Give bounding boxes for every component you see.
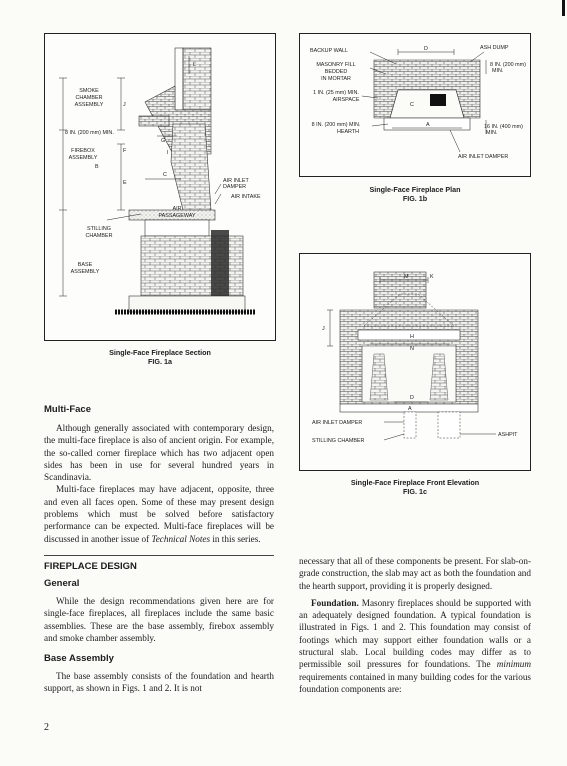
fig1b-label-min16-1: 16 IN. (400 mm) (484, 124, 523, 130)
fig1a-label-smoke-3: ASSEMBLY (74, 102, 104, 108)
fig1a-dim-J: J (123, 102, 126, 108)
right-text-column (299, 555, 531, 695)
foundation-paragraph (299, 597, 531, 695)
figure-1b-caption-number: FIG. 1b (402, 194, 428, 203)
base-assembly-paragraph: The base assembly consists of the foundation and hearth support, as shown in Figs. 1 and 2. It is not (44, 671, 274, 694)
multi-face-p2-text-a: Multi-face fireplaces may have adjacent, opposite, three and even all faces open. Some of these may present design problems which must be solved before satisfactory performance can be expected. Multi-face fireplaces will be discussed in another issue of (44, 484, 274, 544)
fig1b-label-masonry-2: BEDDED (324, 69, 348, 75)
fig1b-label-min8-2: MIN. (492, 68, 504, 74)
figure-1a-caption-title: Single-Face Fireplace Section (109, 348, 211, 357)
fig1c-dim-H: H (410, 334, 414, 340)
figure-1b-drawing (300, 34, 530, 176)
foundation-text-a: Masonry fireplaces should be supported with an adequately designed foundation. A typical foundation is illustrated in Figs. 1 and 2. This foundation may consist of footings which may support either foundation walls or a structural slab. Local building codes may differ as to permissible soil pressures for foundations. The (299, 597, 531, 670)
figure-1c-caption (299, 478, 531, 496)
foundation-run-in-heading: Foundation. (311, 597, 359, 608)
figure-1c-frame (299, 253, 531, 471)
general-body (44, 595, 274, 644)
fig1a-label-stilling-2: CHAMBER (85, 233, 113, 239)
figure-1c-caption-title: Single-Face Fireplace Front Elevation (350, 478, 480, 487)
fig1a-label-air-passage-1: AIR (172, 206, 182, 212)
fig1a-dim-L: L (193, 62, 196, 68)
page-number: 2 (44, 722, 49, 733)
fig1c-label-ashpit: ASHPIT (498, 432, 518, 438)
fig1a-label-min8: 8 IN. (200 mm) MIN. (65, 130, 114, 136)
section-divider (44, 555, 274, 556)
fig1c-dim-M: M (404, 274, 409, 280)
heading-general: General (44, 577, 80, 589)
multi-face-paragraph-1: Although generally associated with contemporary design, the multi-face fireplace is also of ancient origin. For example, the so-called corner fireplace which has two adjacent open sides has been in use for several hundred years in Scandinavia. (44, 423, 274, 483)
fig1c-dim-D: D (410, 395, 414, 401)
fig1c-dim-K: K (430, 274, 434, 280)
fig1b-label-ash-dump: ASH DUMP (480, 45, 509, 51)
fig1a-label-stilling-1: STILLING (87, 226, 111, 232)
multi-face-body (44, 422, 274, 545)
fig1a-dim-C: C (163, 172, 167, 178)
fig1c-dim-A: A (408, 406, 412, 412)
figure-1a-caption (44, 348, 276, 366)
base-assembly-body (44, 670, 274, 695)
fig1b-label-min16-2: MIN. (486, 130, 498, 136)
fig1a-label-air-inlet-1: AIR INLET (223, 178, 249, 184)
fig1a-dim-G: G (161, 138, 166, 144)
fig1c-dim-N: N (410, 346, 414, 352)
right-body (299, 555, 531, 695)
figure-1b-frame (299, 33, 531, 177)
figure-1b-caption (299, 185, 531, 203)
minimum-emphasis: minimum (496, 659, 531, 670)
fig1c-dim-J: J (322, 326, 325, 332)
fig1a-label-air-passage-2: PASSAGEWAY (158, 213, 196, 219)
slab-on-grade-paragraph: necessary that all of these components be present. For slab-on-grade construction, the slab may act as both the foundation and the hearth support, providing it is properly designed. (299, 556, 531, 591)
fig1a-dim-I: I (167, 150, 169, 156)
multi-face-p2-text-b: in this series. (210, 533, 261, 544)
fig1b-label-masonry-3: IN MORTAR (321, 76, 351, 82)
fig1b-dim-D: D (424, 46, 428, 52)
figure-1c-caption-number: FIG. 1c (403, 487, 427, 496)
heading-base-assembly: Base Assembly (44, 653, 114, 665)
scan-edge-mark (562, 0, 565, 16)
heading-fireplace-design: FIREPLACE DESIGN (44, 560, 137, 572)
multi-face-paragraph-2 (44, 483, 274, 544)
figure-1a-drawing (45, 34, 275, 340)
heading-multi-face: Multi-Face (44, 404, 91, 415)
figure-1c-drawing (300, 254, 530, 470)
fig1a-label-firebox-2: ASSEMBLY (68, 155, 98, 161)
fig1b-label-hearth-1: 8 IN. (200 mm) MIN. (311, 122, 361, 128)
fig1a-label-base-2: ASSEMBLY (70, 269, 100, 275)
fig1a-dim-F: F (123, 148, 127, 154)
fig1b-label-airspace-2: AIRSPACE (332, 97, 360, 103)
fig1b-label-airspace-1: 1 IN. (25 mm) MIN. (313, 90, 359, 96)
fig1c-label-air-inlet-damper: AIR INLET DAMPER (312, 420, 363, 426)
fig1a-label-smoke-1: SMOKE (79, 88, 99, 94)
fig1a-dim-B: B (95, 164, 99, 170)
fig1a-label-smoke-2: CHAMBER (75, 95, 103, 101)
figure-1a-caption-number: FIG. 1a (148, 357, 172, 366)
fig1c-label-stilling: STILLING CHAMBER (312, 438, 365, 444)
fig1b-dim-A: A (426, 122, 430, 128)
fig1b-label-masonry-1: MASONRY FILL (316, 62, 356, 68)
foundation-text-b: requirements contained in many building codes for the various foundation components are: (299, 671, 531, 694)
left-text-column (44, 404, 274, 695)
fig1a-dim-E: E (123, 180, 127, 186)
fig1b-label-min8-1: 8 IN. (200 mm) (490, 62, 526, 68)
fig1b-label-backup-wall: BACKUP WALL (310, 48, 349, 54)
fig1a-label-firebox-1: FIREBOX (71, 148, 95, 154)
fig1b-dim-C: C (410, 102, 414, 108)
fig1a-label-base-1: BASE (77, 262, 93, 268)
figure-1b-caption-title: Single-Face Fireplace Plan (369, 185, 461, 194)
fig1b-label-hearth-2: HEARTH (336, 129, 360, 135)
technical-notes-title: Technical Notes (151, 533, 211, 544)
figure-1a-frame (44, 33, 276, 341)
fig1b-label-air-inlet-damper: AIR INLET DAMPER (458, 154, 509, 160)
general-paragraph: While the design recommendations given here are for single-face fireplaces, all fireplaces include the same basic assemblies. These are the base assembly, firebox assembly and smoke chamber assembly. (44, 595, 274, 643)
fig1a-label-air-intake: AIR INTAKE (231, 194, 261, 200)
fig1a-label-air-inlet-2: DAMPER (223, 184, 247, 190)
